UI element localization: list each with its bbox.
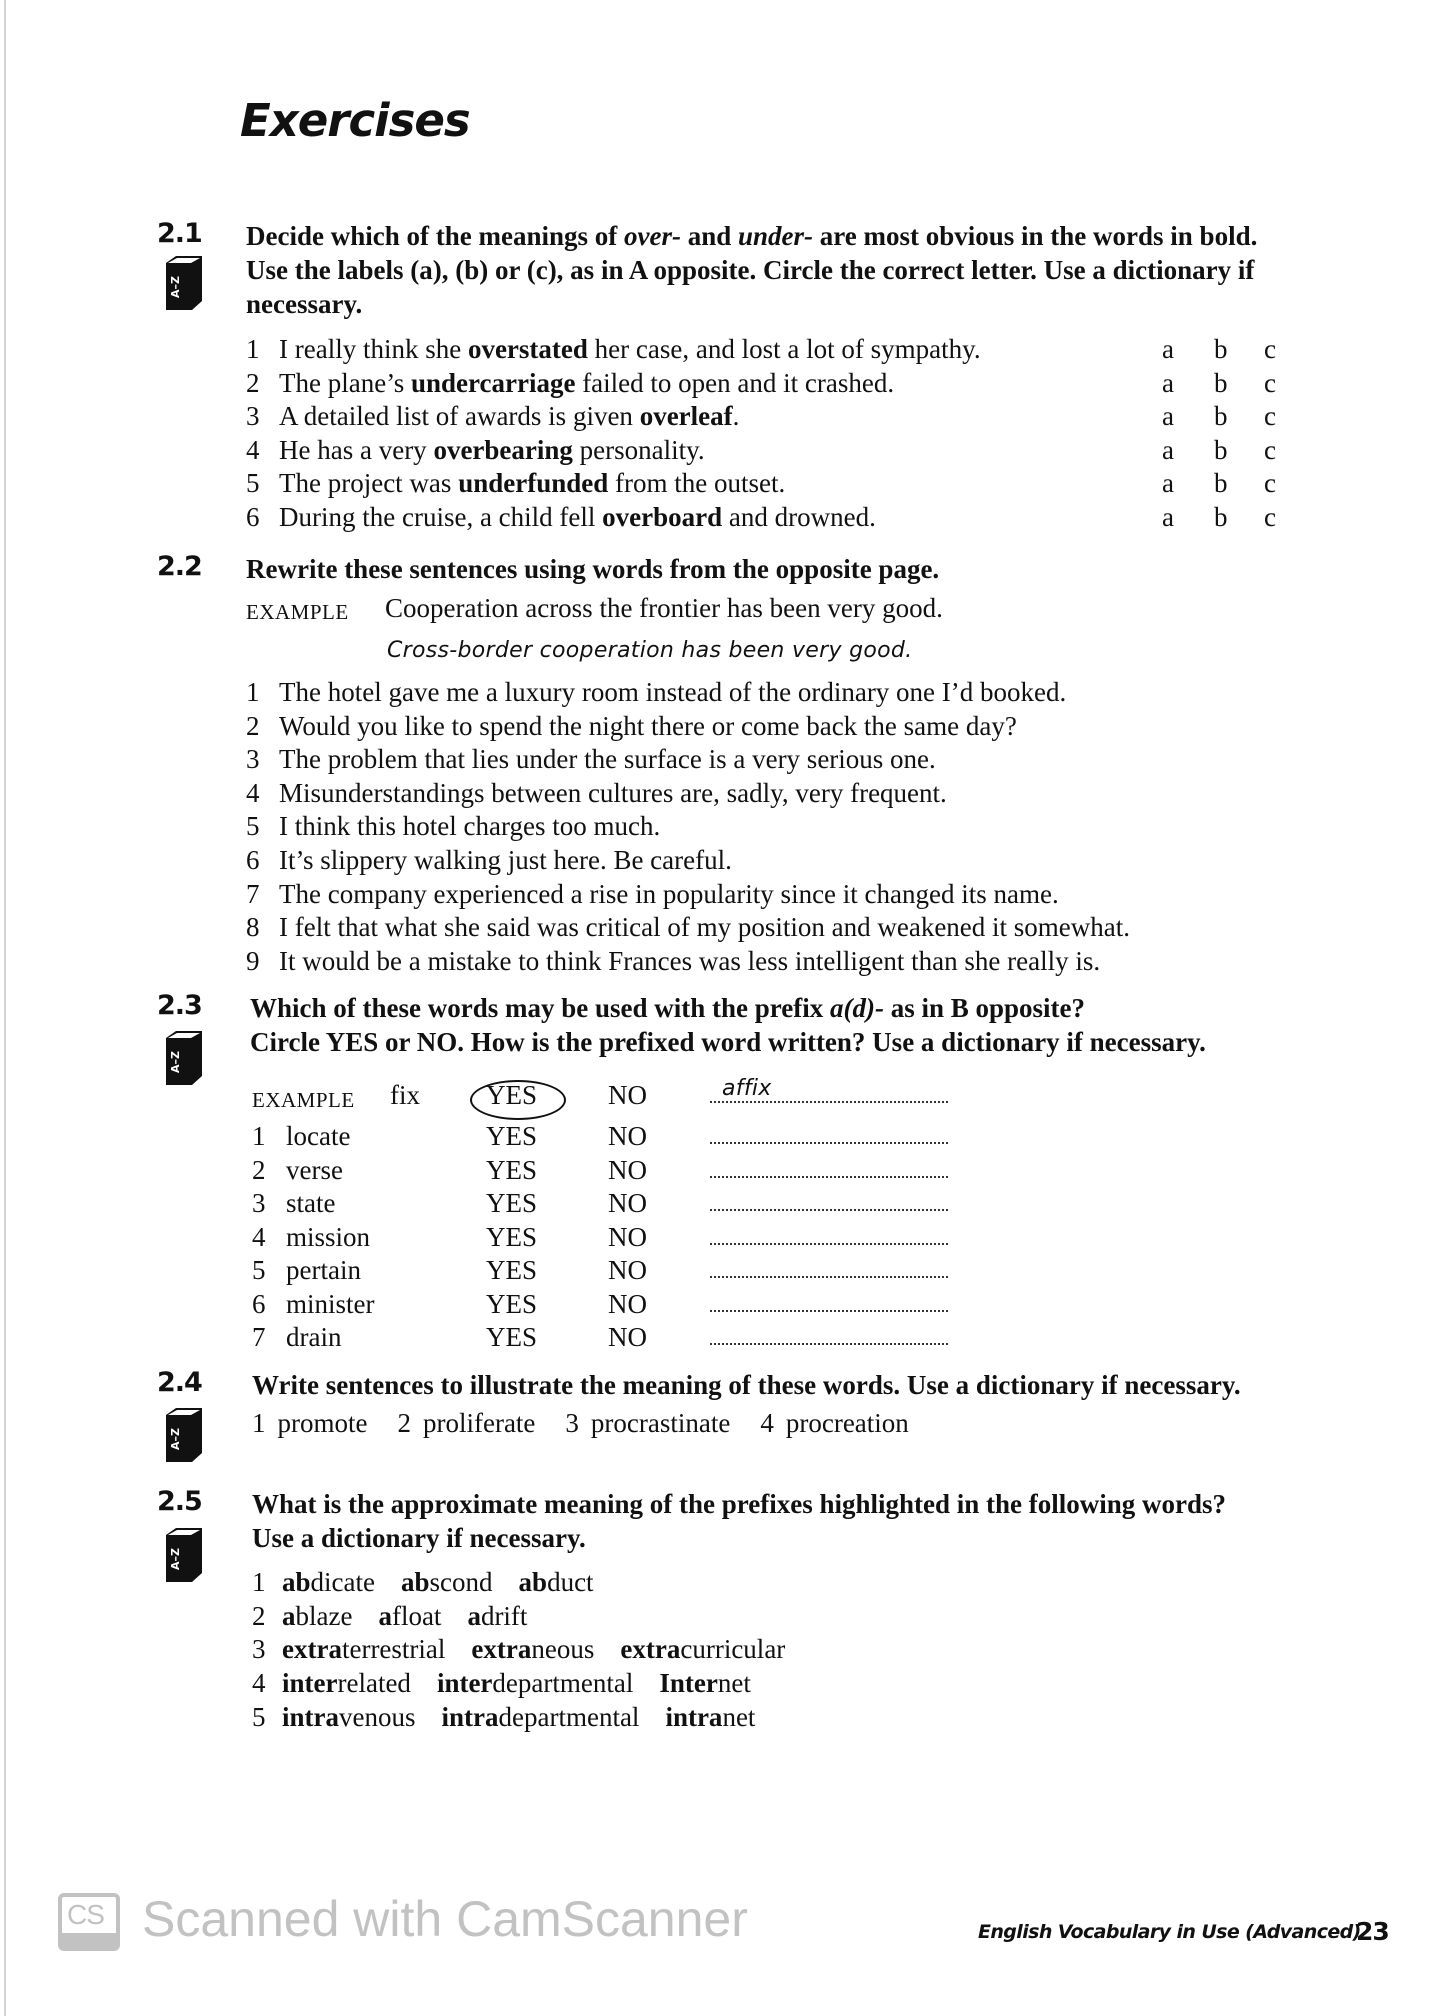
item-text: from the outset.: [608, 468, 786, 498]
item-text: A detailed list of awards is given: [279, 401, 640, 431]
exercise-item: [246, 946, 1100, 977]
item-number: 1: [246, 334, 260, 364]
exercise-item: [246, 912, 1130, 943]
item-word: mission: [286, 1221, 371, 1252]
exercise-instruction: Write sentences to illustrate the meaning of these words. Use a dictionary if necessary.: [252, 1370, 1241, 1400]
word-item: [397, 1408, 535, 1438]
camscanner-logo-icon: CS: [58, 1893, 120, 1951]
page-number: 23: [1356, 1917, 1389, 1946]
prefixed-word: [282, 1601, 352, 1631]
footer-book-title: English Vocabulary in Use (Advanced): [978, 1921, 1361, 1943]
prefixed-word: [467, 1601, 527, 1631]
exercise-item: [246, 811, 660, 842]
item-number: 4: [252, 1668, 266, 1699]
item-number: 1: [246, 677, 260, 707]
prefixed-word: [401, 1567, 493, 1597]
exercise-item: [246, 435, 705, 466]
page-title: Exercises: [240, 94, 470, 147]
choice-a[interactable]: a: [1162, 401, 1174, 431]
scanner-watermark: Scanned with CamScanner: [142, 1891, 748, 1947]
item-text: .: [732, 401, 740, 431]
exercise-item: [246, 677, 1066, 708]
exercise-number: 2.1: [157, 218, 202, 249]
item-text: and drowned.: [722, 501, 876, 532]
exercise-item: [246, 879, 1059, 910]
highlighted-prefix: inter: [282, 1668, 338, 1699]
choice-b[interactable]: b: [1214, 401, 1228, 431]
no-option[interactable]: NO: [608, 1322, 647, 1352]
yes-option[interactable]: YES: [486, 1154, 538, 1185]
exercise-item: [252, 1601, 553, 1632]
word-item: [252, 1408, 367, 1438]
word-stem: departmental: [492, 1668, 634, 1699]
answer-line[interactable]: [710, 1276, 948, 1278]
exercise-item: [246, 368, 894, 399]
exercise-item: [246, 401, 739, 432]
exercise-number: 2.5: [157, 1486, 202, 1517]
word-stem: drift: [480, 1600, 528, 1631]
item-bold-word: overboard: [602, 501, 723, 532]
item-text: I really think she: [279, 334, 468, 364]
item-number: 4: [760, 1408, 774, 1438]
a-z-dictionary-book-icon: [158, 1407, 204, 1465]
prefixed-word: [659, 1668, 750, 1698]
choice-b[interactable]: b: [1214, 334, 1228, 364]
highlighted-prefix: extra: [282, 1634, 342, 1665]
item-number: 2: [252, 1600, 266, 1631]
prefixed-word: [665, 1702, 755, 1732]
item-word: minister: [286, 1288, 375, 1319]
item-number: 5: [246, 468, 260, 498]
exercise-instruction: Which of these words may be used with the prefix a(d)- as in B opposite? Circle YES or NO. How is the prefixed word written? Use a dictionary if necessary.: [250, 993, 1206, 1057]
item-word: procrastinate: [590, 1408, 731, 1438]
choice-a[interactable]: a: [1162, 434, 1174, 465]
item-text: It would be a mistake to think Frances was less intelligent than she really is.: [279, 945, 1101, 976]
choice-a[interactable]: a: [1162, 334, 1174, 364]
choice-a[interactable]: a: [1162, 367, 1174, 398]
highlighted-prefix: a: [467, 1600, 481, 1631]
example-answer-handwritten: affix: [722, 1076, 772, 1101]
item-word: verse: [286, 1154, 343, 1185]
example-answer-handwritten: Cross-border cooperation has been very good.: [387, 638, 913, 663]
item-word: locate: [286, 1121, 351, 1151]
item-text: It’s slippery walking just here. Be careful.: [279, 845, 732, 875]
answer-line[interactable]: [710, 1343, 948, 1345]
item-number: 3: [246, 744, 260, 775]
highlighted-prefix: ab: [518, 1567, 548, 1597]
item-number: 3: [246, 401, 260, 431]
exercise-instruction: Rewrite these sentences using words from the opposite page.: [246, 554, 940, 584]
highlighted-prefix: Inter: [659, 1668, 718, 1699]
prefixed-word: [519, 1567, 594, 1597]
highlighted-prefix: intra: [282, 1701, 339, 1732]
prefixed-word: [378, 1601, 441, 1631]
item-text: The hotel gave me a luxury room instead of the ordinary one I’d booked.: [279, 677, 1067, 707]
choice-b[interactable]: b: [1214, 367, 1228, 398]
exercise-item: [246, 502, 876, 533]
exercise-item: [252, 1702, 781, 1733]
item-number: 2: [397, 1408, 411, 1438]
answer-line: [710, 1101, 948, 1103]
item-text: failed to open and it crashed.: [575, 367, 895, 398]
prefixed-word: [442, 1702, 640, 1732]
exercise-number: 2.4: [157, 1367, 202, 1398]
item-text: He has a very: [279, 434, 434, 465]
highlighted-prefix: inter: [436, 1668, 493, 1699]
prefixed-word: [282, 1702, 416, 1732]
item-number: 1: [252, 1121, 266, 1151]
svg-text:A–Z: A–Z: [169, 1428, 182, 1450]
choice-b[interactable]: b: [1214, 434, 1228, 465]
item-number: 3: [252, 1188, 266, 1218]
word-stem: duct: [547, 1567, 594, 1597]
choice-b[interactable]: b: [1214, 501, 1228, 532]
prefixed-word: [620, 1634, 785, 1664]
item-bold-word: underfunded: [458, 468, 609, 498]
item-number: 9: [246, 945, 260, 976]
word-item: [565, 1408, 730, 1438]
item-text: The company experienced a rise in popularity since it changed its name.: [279, 878, 1059, 909]
yes-option[interactable]: YES: [486, 1288, 538, 1319]
scan-edge: [4, 0, 6, 2016]
choice-c[interactable]: c: [1264, 434, 1276, 465]
choice-c[interactable]: c: [1264, 334, 1276, 364]
word-stem: float: [391, 1600, 442, 1631]
no-option[interactable]: NO: [608, 1188, 647, 1218]
item-number: 1: [252, 1567, 266, 1597]
svg-text:A–Z: A–Z: [169, 1051, 182, 1073]
item-number: 8: [246, 912, 260, 943]
exercise-item: [246, 845, 732, 876]
example-no: NO: [608, 1080, 647, 1110]
item-word: promote: [277, 1408, 368, 1438]
item-text: Would you like to spend the night there or come back the same day?: [279, 710, 1017, 741]
word-stem: terrestrial: [341, 1634, 446, 1665]
item-word: drain: [286, 1322, 342, 1352]
item-number: 3: [565, 1408, 579, 1438]
exercise-item: [246, 744, 936, 775]
no-option[interactable]: NO: [608, 1255, 647, 1285]
item-text: her case, and lost a lot of sympathy.: [587, 334, 981, 364]
answer-circle: [470, 1080, 566, 1120]
word-stem: neous: [531, 1634, 595, 1665]
highlighted-prefix: extra: [471, 1634, 532, 1665]
item-number: 2: [246, 710, 260, 741]
prefixed-word: [282, 1634, 445, 1664]
item-number: 5: [252, 1701, 266, 1732]
word-stem: departmental: [498, 1701, 640, 1732]
item-number: 2: [252, 1154, 266, 1185]
choice-c[interactable]: c: [1264, 401, 1276, 431]
word-stem: scond: [429, 1567, 493, 1597]
choice-b[interactable]: b: [1214, 468, 1228, 498]
word-stem: dicate: [310, 1567, 375, 1597]
answer-line[interactable]: [710, 1176, 948, 1178]
item-text: Misunderstandings between cultures are, sadly, very frequent.: [279, 777, 947, 808]
answer-line[interactable]: [710, 1243, 948, 1245]
item-number: 6: [246, 845, 260, 875]
item-word: procreation: [785, 1408, 909, 1438]
no-option[interactable]: NO: [608, 1154, 647, 1185]
item-number: 7: [252, 1322, 266, 1352]
word-stem: blaze: [295, 1600, 353, 1631]
item-text: The plane’s: [279, 367, 411, 398]
prefixed-word: [282, 1567, 375, 1597]
example-yes-circled: YES: [486, 1080, 538, 1110]
no-option[interactable]: NO: [608, 1121, 647, 1151]
word-stem: net: [722, 1701, 756, 1732]
highlighted-prefix: extra: [620, 1634, 681, 1665]
example-sentence: Cooperation across the frontier has been very good.: [385, 593, 943, 623]
item-bold-word: overbearing: [433, 434, 573, 465]
yes-option[interactable]: YES: [486, 1121, 538, 1151]
yes-option[interactable]: YES: [486, 1255, 538, 1285]
item-number: 5: [252, 1255, 266, 1285]
word-stem: net: [717, 1668, 751, 1699]
exercise-item: [246, 334, 981, 365]
answer-line[interactable]: [710, 1209, 948, 1211]
item-text: The problem that lies under the surface is a very serious one.: [279, 744, 936, 775]
prefixed-word: [282, 1668, 411, 1698]
word-stem: venous: [339, 1701, 416, 1732]
example-word: fix: [390, 1080, 420, 1110]
no-option[interactable]: NO: [608, 1288, 647, 1319]
item-text: I felt that what she said was critical of my position and weakened it somewhat.: [279, 912, 1131, 943]
a-z-dictionary-book-icon: [158, 255, 204, 313]
choice-a[interactable]: a: [1162, 501, 1174, 532]
item-number: 6: [246, 501, 260, 532]
exercise-item: [252, 1668, 777, 1699]
answer-line[interactable]: [710, 1310, 948, 1312]
yes-option[interactable]: YES: [486, 1188, 538, 1218]
item-word: proliferate: [422, 1408, 536, 1438]
item-number: 3: [252, 1634, 266, 1665]
yes-option[interactable]: YES: [486, 1322, 538, 1352]
example-label: EXAMPLE: [252, 1088, 355, 1112]
item-number: 7: [246, 878, 260, 909]
item-text: I think this hotel charges too much.: [279, 811, 661, 842]
choice-c[interactable]: c: [1264, 468, 1276, 498]
a-z-dictionary-book-icon: [158, 1030, 204, 1088]
svg-text:A–Z: A–Z: [169, 1548, 182, 1570]
exercise-item: [246, 711, 1017, 742]
highlighted-prefix: a: [378, 1600, 392, 1631]
prefixed-word: [437, 1668, 633, 1698]
item-bold-word: overleaf: [639, 401, 733, 431]
highlighted-prefix: intra: [441, 1701, 499, 1732]
item-text: During the cruise, a child fell: [279, 501, 603, 532]
answer-line[interactable]: [710, 1142, 948, 1144]
highlighted-prefix: intra: [665, 1701, 723, 1732]
exercise-item: [246, 778, 947, 809]
word-list: [252, 1408, 939, 1439]
highlighted-prefix: ab: [282, 1567, 311, 1597]
item-text: personality.: [572, 434, 705, 465]
svg-text:A–Z: A–Z: [169, 276, 182, 298]
item-bold-word: undercarriage: [410, 367, 576, 398]
example-label: EXAMPLE: [246, 600, 349, 624]
word-item: [760, 1408, 908, 1438]
item-word: pertain: [286, 1255, 361, 1285]
exercise-item: [252, 1634, 811, 1665]
exercise-instruction: Decide which of the meanings of over- and under- are most obvious in the words in bold. Use the labels (a), (b) or (c), as in A opposite. Circle the correct letter. Use a dictionary if necessary.: [246, 221, 1258, 319]
choice-c[interactable]: c: [1264, 367, 1276, 398]
exercise-instruction: What is the approximate meaning of the prefixes highlighted in the following words? Use a dictionary if necessary.: [252, 1489, 1227, 1553]
item-text: The project was: [279, 468, 459, 498]
yes-option[interactable]: YES: [486, 1221, 538, 1252]
item-number: 5: [246, 811, 260, 842]
a-z-dictionary-book-icon: [158, 1527, 204, 1585]
word-stem: related: [337, 1668, 411, 1699]
item-number: 1: [252, 1408, 266, 1438]
highlighted-prefix: a: [282, 1600, 296, 1631]
item-number: 6: [252, 1288, 266, 1319]
choice-c[interactable]: c: [1264, 501, 1276, 532]
choice-a[interactable]: a: [1162, 468, 1174, 498]
item-number: 4: [246, 777, 260, 808]
item-word: state: [286, 1188, 336, 1218]
item-number: 2: [246, 367, 260, 398]
exercise-item: [246, 468, 785, 499]
item-number: 4: [246, 434, 260, 465]
item-bold-word: overstated: [467, 334, 588, 364]
highlighted-prefix: ab: [401, 1567, 430, 1597]
exercise-item: [252, 1567, 620, 1598]
exercise-number: 2.2: [157, 551, 202, 582]
item-number: 4: [252, 1221, 266, 1252]
no-option[interactable]: NO: [608, 1221, 647, 1252]
exercise-number: 2.3: [157, 990, 202, 1021]
prefixed-word: [471, 1634, 594, 1664]
word-stem: curricular: [680, 1634, 786, 1665]
